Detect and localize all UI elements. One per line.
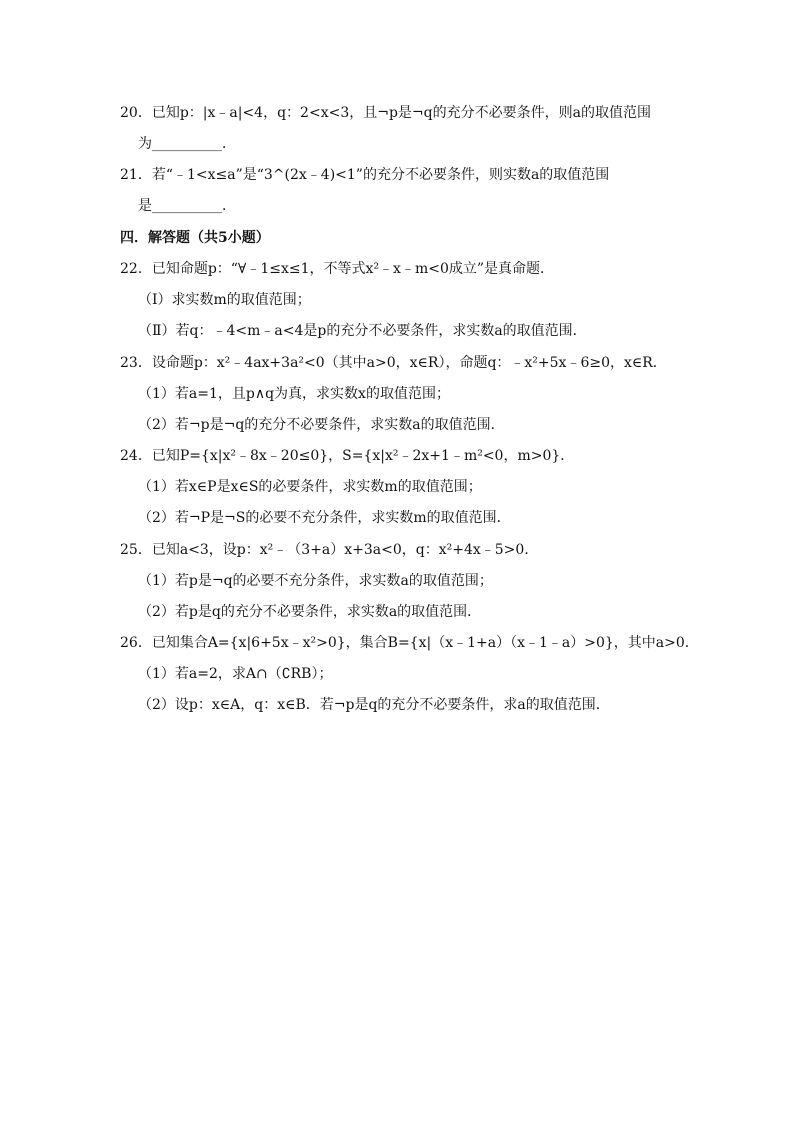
problem-20-line-1: 20．已知p：|x﹣a|<4，q：2<x<3，且¬p是¬q的充分不必要条件，则a的取值范围: [120, 105, 651, 121]
problem-26-part-1: （1）若a=2，求A∩（∁RB）；: [138, 666, 333, 682]
section-heading: 四．解答题（共5小题）: [120, 230, 270, 246]
problem-26-stem: 26．已知集合A={x|6+5x﹣x²>0}，集合B={x|（x﹣1+a）（x﹣1﹣a）>0}，其中a>0．: [120, 635, 699, 651]
problem-24-part-1: （1）若x∈P是x∈S的必要条件，求实数m的取值范围；: [138, 479, 482, 495]
problem-26-part-2: （2）设p：x∈A，q：x∈B．若¬p是q的充分不必要条件，求a的取值范围．: [138, 697, 610, 713]
problem-23-stem: 23．设命题p：x²﹣4ax+3a²<0（其中a>0，x∈R），命题q：﹣x²+5x﹣6≥0，x∈R．: [120, 355, 667, 371]
problem-25-part-2: （2）若p是q的充分不必要条件，求实数a的取值范围．: [138, 604, 482, 620]
problem-21-line-2: 是__________．: [138, 198, 236, 214]
problem-22-stem: 22．已知命题p：“∀﹣1≤x≤1，不等式x²﹣x﹣m<0成立”是真命题．: [120, 261, 555, 277]
problem-25-stem: 25．已知a<3，设p：x²﹣（3+a）x+3a<0，q：x²+4x﹣5>0．: [120, 542, 539, 558]
problem-24-part-2: （2）若¬P是¬S的必要不充分条件，求实数m的取值范围．: [138, 510, 511, 526]
problem-24-stem: 24．已知P={x|x²﹣8x﹣20≤0}，S={x|x²﹣2x+1﹣m²<0，m>0}．: [120, 448, 575, 464]
problem-21-line-1: 21．若“﹣1<x≤a”是“3^(2x﹣4)<1”的充分不必要条件，则实数a的取值范围: [120, 167, 610, 183]
problem-22-part-2: （Ⅱ）若q：﹣4<m﹣a<4是p的充分不必要条件，求实数a的取值范围．: [138, 323, 587, 339]
problem-20-line-2: 为__________．: [138, 136, 236, 152]
problem-23-part-1: （1）若a=1，且p∧q为真，求实数x的取值范围；: [138, 386, 450, 402]
problem-23-part-2: （2）若¬p是¬q的充分不必要条件，求实数a的取值范围．: [138, 417, 505, 433]
problem-22-part-1: （Ⅰ）求实数m的取值范围；: [138, 292, 311, 308]
problem-25-part-1: （1）若p是¬q的必要不充分条件，求实数a的取值范围；: [138, 573, 493, 589]
